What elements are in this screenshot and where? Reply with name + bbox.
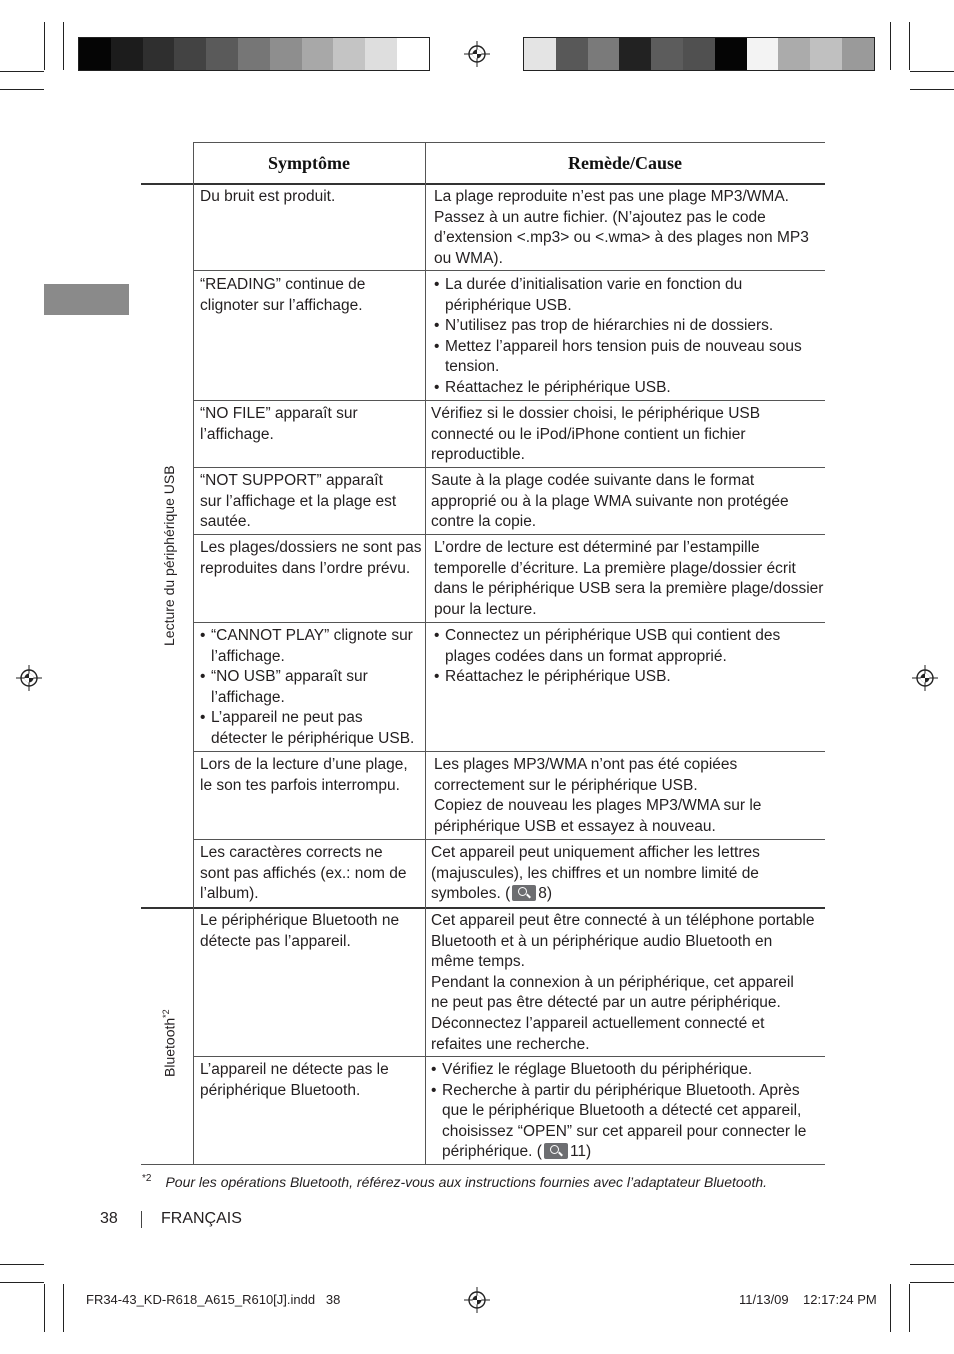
header-remedy: Remède/Cause xyxy=(568,153,682,173)
color-swatch xyxy=(683,38,715,70)
symptom-cell: Les plages/dossiers ne sont pas reproduites dans l’ordre prévu. xyxy=(200,539,422,577)
color-swatch xyxy=(270,38,302,70)
print-date: 11/13/09 xyxy=(739,1292,789,1307)
crop-mark xyxy=(910,1264,954,1265)
remedy-cell: Vérifiez si le dossier choisi, le périphérique USB connecté ou le iPod/iPhone contient un fichier reproductible. xyxy=(431,405,761,464)
color-bar-right xyxy=(523,37,875,71)
registration-mark-icon xyxy=(464,1287,490,1313)
color-swatch xyxy=(111,38,143,70)
crop-mark xyxy=(0,1282,44,1283)
symptom-cell: “NO FILE” apparaît sur l’affichage. xyxy=(200,405,358,443)
crop-mark xyxy=(909,1284,910,1332)
list-item: • Réattachez le périphérique USB. xyxy=(434,667,818,688)
remedy-cell xyxy=(431,1060,815,1163)
color-swatch xyxy=(302,38,334,70)
color-swatch xyxy=(365,38,397,70)
color-swatch xyxy=(778,38,810,70)
color-swatch xyxy=(842,38,874,70)
magnifier-reference-icon xyxy=(512,885,536,901)
list-item: • Mettez l’appareil hors tension puis de nouveau sous tension. xyxy=(434,337,818,378)
crop-mark xyxy=(890,22,891,70)
color-swatch xyxy=(174,38,206,70)
color-swatch xyxy=(715,38,747,70)
symptom-cell: Lors de la lecture d’une plage, le son tes parfois interrompu. xyxy=(200,756,408,794)
color-swatch xyxy=(556,38,588,70)
crop-mark xyxy=(909,22,910,70)
symptom-cell: “NOT SUPPORT” apparaît sur l’affichage et la plage est sautée. xyxy=(200,472,397,531)
list-item: • Recherche à partir du périphérique Bluetooth. Après que le périphérique Bluetooth a détecté cet appareil, choisissez “OPEN” sur cet appareil pour connecter le périphérique. ( 11) xyxy=(431,1081,815,1163)
footnote xyxy=(142,1173,842,1191)
footnote-mark: *2 xyxy=(142,1173,152,1184)
crop-mark xyxy=(910,71,954,72)
page-language: FRANÇAIS xyxy=(161,1210,242,1227)
magnifier-reference-icon xyxy=(544,1143,568,1159)
color-bar-left xyxy=(78,37,430,71)
symptom-cell: “READING” continue de clignoter sur l’affichage. xyxy=(200,276,366,314)
color-swatch xyxy=(79,38,111,70)
remedy-cell: Les plages MP3/WMA n’ont pas été copiées correctement sur le périphérique USB. Copiez de nouveau les plages MP3/WMA sur le périphérique USB et essayez à nouveau. xyxy=(434,756,762,835)
list-item: • “NO USB” apparaît sur l’affichage. xyxy=(200,667,418,708)
crop-mark xyxy=(44,22,45,70)
list-item: • La durée d’initialisation varie en fonction du périphérique USB. xyxy=(434,275,818,316)
page-divider xyxy=(141,1211,142,1228)
registration-mark-icon xyxy=(16,665,42,691)
remedy-cell: Saute à la plage codée suivante dans le format approprié ou à la plage WMA suivante non protégée contre la copie. xyxy=(431,472,789,531)
color-swatch xyxy=(333,38,365,70)
color-swatch xyxy=(143,38,175,70)
crop-mark xyxy=(63,1284,64,1332)
color-swatch xyxy=(524,38,556,70)
print-file-name: FR34-43_KD-R618_A615_R610[J].indd 38 xyxy=(86,1292,341,1307)
symptom-cell: Du bruit est produit. xyxy=(200,188,336,205)
remedy-cell xyxy=(434,626,818,688)
crop-mark xyxy=(0,89,44,90)
list-item: • Vérifiez le réglage Bluetooth du périphérique. xyxy=(431,1060,815,1081)
crop-mark xyxy=(910,89,954,90)
symptom-cell xyxy=(200,626,418,750)
footnote-text: Pour les opérations Bluetooth, référez-vous aux instructions fournies avec l’adaptateur Bluetooth. xyxy=(165,1174,768,1190)
registration-mark-icon xyxy=(464,41,490,67)
crop-mark xyxy=(63,22,64,70)
color-swatch xyxy=(810,38,842,70)
list-item: • Réattachez le périphérique USB. xyxy=(434,378,818,399)
remedy-cell: Cet appareil peut être connecté à un téléphone portable Bluetooth et à un périphérique audio Bluetooth en même temps. Pendant la connexion à un périphérique, cet appareil ne peut pas être détecté par un autre périphérique. Déconnectez l’appareil actuellement connecté et refaites une recherche. xyxy=(431,912,815,1053)
list-item: • N’utilisez pas trop de hiérarchies ni de dossiers. xyxy=(434,316,818,337)
crop-mark xyxy=(910,1282,954,1283)
registration-mark-icon xyxy=(912,665,938,691)
color-swatch xyxy=(206,38,238,70)
color-swatch xyxy=(588,38,620,70)
list-item: • L’appareil ne peut pas détecter le périphérique USB. xyxy=(200,708,418,749)
category-usb: Lecture du périphérique USB xyxy=(161,465,177,646)
color-swatch xyxy=(619,38,651,70)
category-bluetooth: Bluetooth$^{*2}$ xyxy=(161,1009,178,1077)
symptom-cell: Les caractères corrects ne sont pas affichés (ex.: nom de l’album). xyxy=(200,844,407,903)
crop-mark xyxy=(0,1264,44,1265)
print-time: 12:17:24 PM xyxy=(803,1292,877,1307)
crop-mark xyxy=(44,1284,45,1332)
list-item: • “CANNOT PLAY” clignote sur l’affichage. xyxy=(200,626,418,667)
color-swatch xyxy=(651,38,683,70)
remedy-cell: La plage reproduite n’est pas une plage MP3/WMA. Passez à un autre fichier. (N’ajoutez pas le code d’extension <.mp3> ou <.wma> à des plages non MP3 ou WMA). xyxy=(434,188,809,267)
color-swatch xyxy=(238,38,270,70)
remedy-cell: L’ordre de lecture est déterminé par l’estampille temporelle d’écriture. La première plage/dossier écrit dans le périphérique USB sera la première plage/dossier pour la lecture. xyxy=(434,539,824,618)
symptom-cell: L’appareil ne détecte pas le périphérique Bluetooth. xyxy=(200,1061,389,1099)
crop-mark xyxy=(0,71,44,72)
color-swatch xyxy=(397,38,429,70)
crop-mark xyxy=(890,1284,891,1332)
remedy-cell xyxy=(434,275,818,399)
symptom-cell: Le périphérique Bluetooth ne détecte pas l’appareil. xyxy=(200,912,400,950)
header-symptom: Symptôme xyxy=(268,153,350,173)
color-swatch xyxy=(747,38,779,70)
page-number: 38 xyxy=(100,1210,118,1227)
list-item: • Connectez un périphérique USB qui contient des plages codées dans un format approprié. xyxy=(434,626,818,667)
remedy-cell: Cet appareil peut uniquement afficher les lettres (majuscules), les chiffres et un nombre limité de symboles. ( 8) xyxy=(431,844,760,903)
section-tab xyxy=(44,284,129,315)
